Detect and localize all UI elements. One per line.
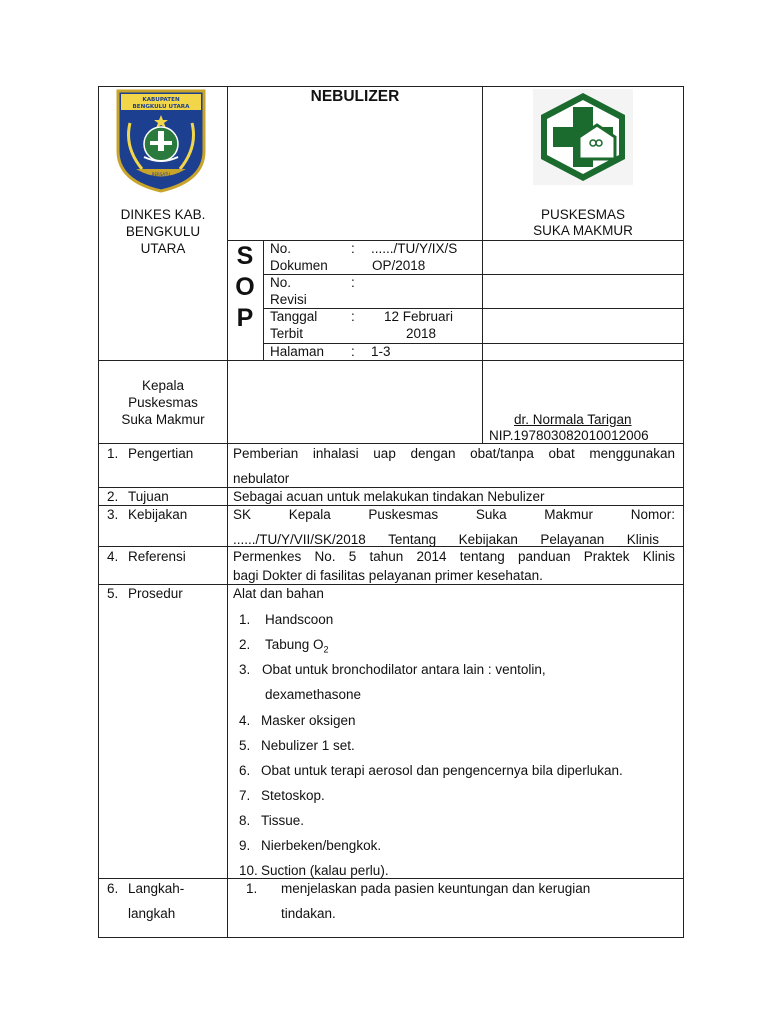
list-item-number: 5. — [239, 738, 251, 753]
section-label-kebijakan: Kebijakan — [128, 507, 188, 522]
signer-nip: NIP.197803082010012006 — [489, 428, 649, 443]
date-value: 12 Februari — [384, 309, 454, 324]
list-item-text: Obat untuk terapi aerosol dan pengencernya bila diperlukan. — [261, 763, 623, 778]
pengertian-text-line2: nebulator — [233, 471, 290, 486]
list-item-text: Stetoskop. — [261, 788, 325, 803]
kebijakan-text-line1: SK Kepala Puskesmas Suka Makmur Nomor: — [233, 507, 675, 522]
section-label-pengertian: Pengertian — [128, 446, 194, 461]
revision-label-2: Revisi — [270, 292, 307, 307]
list-item-text: Handscoon — [265, 612, 334, 627]
table-rule — [263, 274, 684, 275]
section-label-tujuan: Tujuan — [128, 489, 169, 504]
list-item-text: Suction (kalau perlu). — [261, 863, 389, 878]
doc-number-colon: : — [351, 241, 355, 256]
list-item-text-continued: tindakan. — [281, 906, 336, 921]
right-org-line2: SUKA MAKMUR — [533, 223, 633, 238]
left-org-line1: DINKES KAB. — [120, 207, 206, 222]
page-value: 1-3 — [371, 344, 391, 359]
list-item-number: 7. — [239, 788, 251, 803]
list-item-number: 10. — [239, 863, 258, 878]
signer-name: dr. Normala Tarigan — [514, 412, 632, 427]
section-label-prosedur: Prosedur — [128, 586, 183, 601]
signer-role-line3: Suka Makmur — [121, 412, 205, 427]
left-org-line3: UTARA — [140, 241, 186, 256]
puskesmas-logo — [533, 89, 633, 185]
referensi-text-line1: Permenkes No. 5 tahun 2014 tentang panduan Praktek Klinis — [233, 549, 675, 564]
date-label: Tanggal — [270, 309, 318, 324]
list-item-number: 4. — [239, 713, 251, 728]
list-item-number: 1. — [239, 612, 251, 627]
list-item-text: Nebulizer 1 set. — [261, 738, 355, 753]
pengertian-text-line1: Pemberian inhalasi uap dengan obat/tanpa obat menggunakan — [233, 446, 675, 461]
list-item-text: Tissue. — [261, 813, 305, 828]
table-column-divider — [263, 240, 264, 360]
section-label-langkah-2: langkah — [128, 906, 176, 921]
table-rule — [263, 308, 684, 309]
tujuan-text: Sebagai acuan untuk melakukan tindakan Nebulizer — [233, 489, 545, 504]
table-rule — [263, 343, 684, 344]
svg-text:BERSATU: BERSATU — [151, 172, 171, 177]
signer-role-line2: Puskesmas — [128, 395, 198, 410]
list-item-subscript: 2 — [323, 644, 329, 655]
page-colon: : — [351, 344, 355, 359]
list-item-text-main: Tabung O — [265, 637, 324, 652]
list-item-text-continued: dexamethasone — [265, 687, 362, 702]
list-item-text: Obat untuk bronchodilator antara lain : ventolin, — [262, 662, 546, 677]
table-column-divider — [482, 86, 483, 443]
revision-label: No. — [270, 275, 292, 290]
date-colon: : — [351, 309, 355, 324]
document-title: NEBULIZER — [310, 88, 400, 105]
section-number: 5. — [107, 586, 119, 601]
list-item-text: Masker oksigen — [261, 713, 356, 728]
table-rule — [98, 360, 684, 361]
list-item-number: 1. — [246, 881, 258, 896]
table-border-top — [98, 86, 684, 87]
section-number: 6. — [107, 881, 119, 896]
section-number: 2. — [107, 489, 119, 504]
doc-number-value: ....../TU/Y/IX/S — [371, 241, 458, 256]
list-item-text: menjelaskan pada pasien keuntungan dan kerugian — [281, 881, 591, 896]
referensi-text-line2: bagi Dokter di fasilitas pelayanan primer kesehatan. — [233, 568, 543, 583]
list-item-number: 6. — [239, 763, 251, 778]
section-number: 1. — [107, 446, 119, 461]
signer-role-line1: Kepala — [141, 378, 185, 393]
doc-number-label: No. — [270, 241, 292, 256]
right-org-line1: PUSKESMAS — [540, 207, 626, 222]
list-item-number: 9. — [239, 838, 251, 853]
revision-colon: : — [351, 275, 355, 290]
date-value-2: 2018 — [406, 326, 437, 341]
doc-number-label-2: Dokumen — [270, 258, 328, 273]
table-border-right — [683, 86, 684, 938]
date-label-2: Terbit — [270, 326, 304, 341]
table-rule — [98, 584, 684, 585]
section-label-langkah: Langkah- — [128, 881, 185, 896]
sop-letter-p: P — [236, 304, 254, 332]
sop-letter-s: S — [236, 242, 254, 270]
page-label: Halaman — [270, 344, 325, 359]
table-column-divider — [227, 86, 228, 938]
list-item-number: 3. — [239, 662, 251, 677]
doc-number-value-2: OP/2018 — [372, 258, 426, 273]
table-border-bottom — [98, 937, 684, 938]
list-item-text: Nierbeken/bengkok. — [261, 838, 382, 853]
svg-text:BENGKULU UTARA: BENGKULU UTARA — [132, 104, 190, 110]
section-number: 3. — [107, 507, 119, 522]
section-label-referensi: Referensi — [128, 549, 186, 564]
list-item-text — [265, 636, 329, 659]
list-item-number: 2. — [239, 637, 251, 652]
list-item-number: 8. — [239, 813, 251, 828]
kebijakan-text-line2: ....../TU/Y/VII/SK/2018 Tentang Kebijakan Pelayanan Klinis — [233, 532, 659, 547]
section-number: 4. — [107, 549, 119, 564]
prosedur-heading: Alat dan bahan — [233, 586, 324, 601]
kabupaten-seal-logo — [114, 89, 208, 193]
table-rule — [98, 878, 684, 879]
sop-letter-o: O — [235, 273, 255, 301]
left-org-line2: BENGKULU — [125, 224, 201, 239]
svg-text:KABUPATEN: KABUPATEN — [142, 97, 180, 103]
